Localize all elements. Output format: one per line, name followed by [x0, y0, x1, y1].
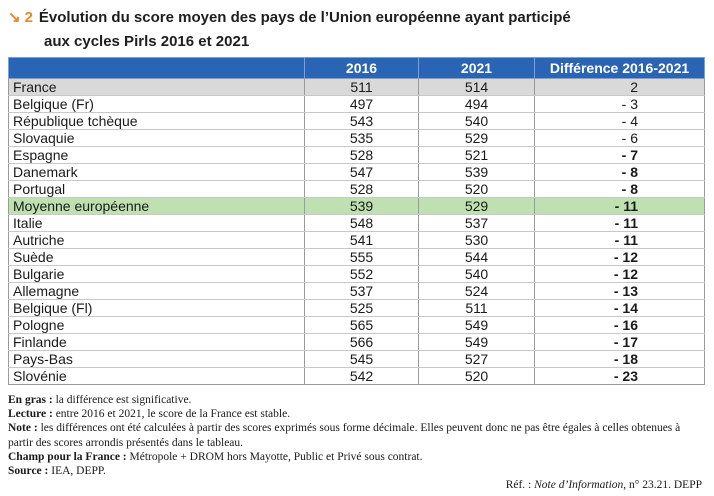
title-line-1	[8, 6, 708, 30]
table-row	[9, 164, 705, 181]
score-2016-cell: 497	[305, 96, 419, 113]
score-2016-cell: 528	[305, 147, 419, 164]
table-row	[9, 368, 705, 385]
country-cell: France	[9, 79, 305, 96]
difference-cell: - 7	[535, 147, 705, 164]
title-line-2	[8, 30, 708, 54]
score-2021-cell: 549	[419, 317, 535, 334]
score-2021-cell: 511	[419, 300, 535, 317]
score-2016-cell: 511	[305, 79, 419, 96]
note-bold: En gras : la différence est significative.	[8, 394, 192, 406]
country-cell: Finlande	[9, 334, 305, 351]
score-2016-cell: 537	[305, 283, 419, 300]
score-2021-cell: 540	[419, 266, 535, 283]
score-2016-cell: 525	[305, 300, 419, 317]
country-cell: Autriche	[9, 232, 305, 249]
table-row	[9, 147, 705, 164]
table-header-row	[9, 58, 705, 79]
country-cell: Suède	[9, 249, 305, 266]
reference: Réf. : Note d’Information, n° 23.21. DEPP	[505, 479, 702, 491]
figure-title	[8, 6, 708, 54]
country-cell: Danemark	[9, 164, 305, 181]
difference-cell: 2	[535, 79, 705, 96]
country-cell: République tchèque	[9, 113, 305, 130]
difference-cell: - 13	[535, 283, 705, 300]
difference-cell: - 11	[535, 215, 705, 232]
country-cell: Bulgarie	[9, 266, 305, 283]
country-cell: Belgique (Fr)	[9, 96, 305, 113]
score-2016-cell: 543	[305, 113, 419, 130]
score-2021-cell: 520	[419, 181, 535, 198]
score-2021-cell: 524	[419, 283, 535, 300]
arrow-icon: ↘	[8, 9, 21, 26]
score-2021-cell: 527	[419, 351, 535, 368]
header-2021: 2021	[419, 58, 535, 79]
score-2021-cell: 540	[419, 113, 535, 130]
notes-block	[8, 393, 708, 478]
note-lecture: Lecture : entre 2016 et 2021, le score de la France est stable.	[8, 408, 291, 421]
country-cell: Belgique (Fl)	[9, 300, 305, 317]
table-row	[9, 215, 705, 232]
country-cell: Portugal	[9, 181, 305, 198]
score-2016-cell: 541	[305, 232, 419, 249]
difference-cell: - 12	[535, 249, 705, 266]
score-2016-cell: 552	[305, 266, 419, 283]
difference-cell: - 17	[535, 334, 705, 351]
score-2016-cell: 539	[305, 198, 419, 215]
score-2016-cell: 547	[305, 164, 419, 181]
country-cell: Allemagne	[9, 283, 305, 300]
table-row	[9, 79, 705, 96]
score-2021-cell: 521	[419, 147, 535, 164]
table-row	[9, 266, 705, 283]
score-2016-cell: 542	[305, 368, 419, 385]
title-text-2: aux cycles Pirls 2016 et 2021	[44, 33, 250, 50]
table-row	[9, 198, 705, 215]
score-2021-cell: 537	[419, 215, 535, 232]
header-difference: Différence 2016-2021	[535, 58, 705, 79]
difference-cell: - 4	[535, 113, 705, 130]
difference-cell: - 6	[535, 130, 705, 147]
reference-publication: Note d’Information	[534, 479, 624, 491]
score-2021-cell: 514	[419, 79, 535, 96]
score-2021-cell: 530	[419, 232, 535, 249]
scores-table	[8, 57, 705, 385]
score-2016-cell: 548	[305, 215, 419, 232]
country-cell: Pologne	[9, 317, 305, 334]
table-row	[9, 351, 705, 368]
difference-cell: - 3	[535, 96, 705, 113]
country-cell: Slovénie	[9, 368, 305, 385]
score-2016-cell: 528	[305, 181, 419, 198]
table-row	[9, 317, 705, 334]
score-2021-cell: 539	[419, 164, 535, 181]
header-2016: 2016	[305, 58, 419, 79]
table-row	[9, 113, 705, 130]
table-row	[9, 96, 705, 113]
table-row	[9, 334, 705, 351]
difference-cell: - 8	[535, 181, 705, 198]
table-row	[9, 181, 705, 198]
country-cell: Moyenne européenne	[9, 198, 305, 215]
score-2016-cell: 565	[305, 317, 419, 334]
difference-cell: - 11	[535, 232, 705, 249]
country-cell: Espagne	[9, 147, 305, 164]
table-body	[9, 79, 705, 385]
score-2016-cell: 545	[305, 351, 419, 368]
difference-cell: - 11	[535, 198, 705, 215]
country-cell: Slovaquie	[9, 130, 305, 147]
score-2021-cell: 494	[419, 96, 535, 113]
table-row	[9, 232, 705, 249]
score-2021-cell: 520	[419, 368, 535, 385]
score-2021-cell: 549	[419, 334, 535, 351]
difference-cell: - 14	[535, 300, 705, 317]
score-2016-cell: 535	[305, 130, 419, 147]
difference-cell: - 12	[535, 266, 705, 283]
table-row	[9, 300, 705, 317]
score-2021-cell: 544	[419, 249, 535, 266]
figure-number: 2	[24, 9, 33, 26]
note-method: Note : les différences ont été calculées à partir des scores exprimés sous forme décimale. Elles peuvent donc ne pas être égales à celles obtenues à partir des scores arrondis présentés dans le tableau.	[8, 422, 681, 449]
difference-cell: - 18	[535, 351, 705, 368]
score-2021-cell: 529	[419, 198, 535, 215]
title-text-1: Évolution du score moyen des pays de l’Union européenne ayant participé	[38, 9, 571, 26]
score-2016-cell: 566	[305, 334, 419, 351]
score-2016-cell: 555	[305, 249, 419, 266]
note-champ: Champ pour la France : Métropole + DROM hors Mayotte, Public et Privé sous contrat.	[8, 450, 423, 463]
country-cell: Pays-Bas	[9, 351, 305, 368]
table-row	[9, 130, 705, 147]
score-2021-cell: 529	[419, 130, 535, 147]
difference-cell: - 23	[535, 368, 705, 385]
table-row	[9, 283, 705, 300]
header-country	[9, 58, 305, 79]
difference-cell: - 8	[535, 164, 705, 181]
difference-cell: - 16	[535, 317, 705, 334]
table-row	[9, 249, 705, 266]
country-cell: Italie	[9, 215, 305, 232]
note-source: Source : IEA, DEPP.	[8, 465, 106, 478]
